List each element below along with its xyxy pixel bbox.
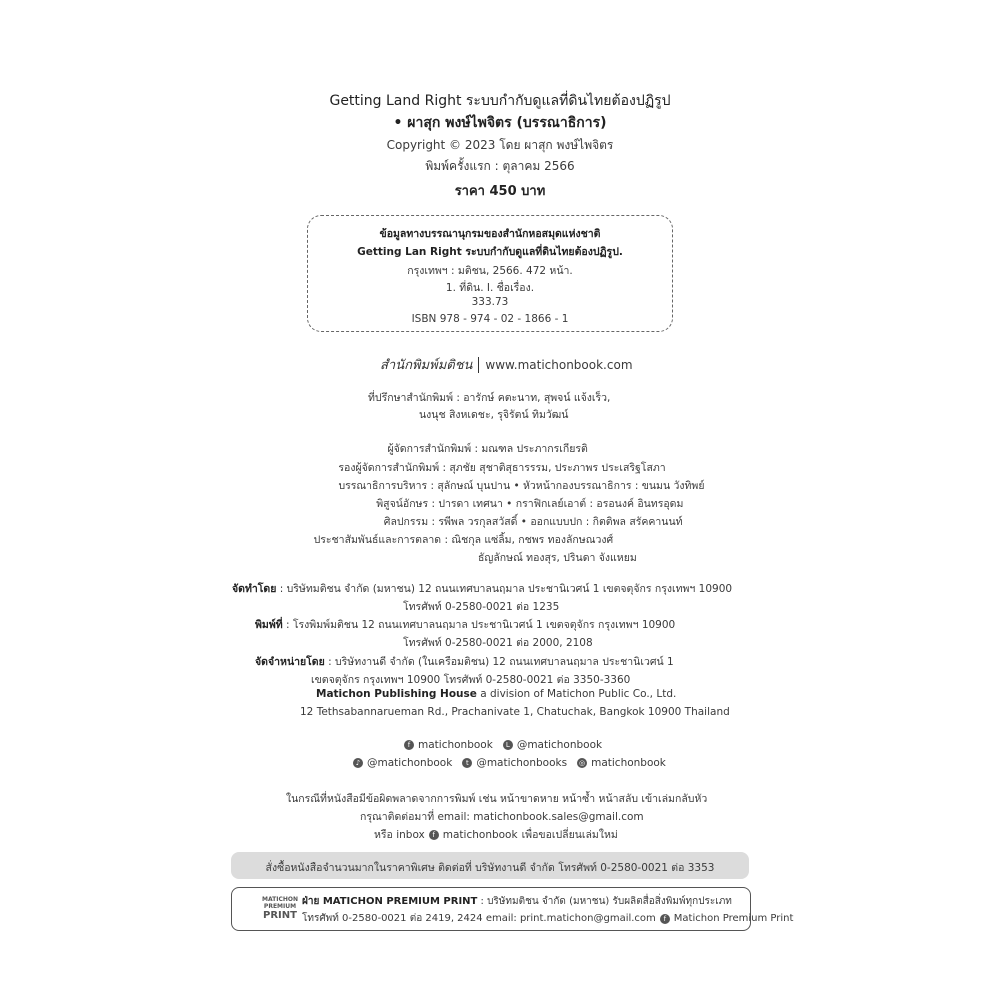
staff-value: ปารดา เทศนา • กราฟิกเลย์เอาต์ : อรอนงค์ อินทรอุดม	[438, 498, 684, 510]
made-by-line2: โทรศัพท์ 0-2580-0021 ต่อ 1235	[403, 601, 560, 613]
social-row-2	[353, 757, 666, 769]
staff-label: พิสูจน์อักษร :	[376, 498, 435, 510]
staff-label: ผู้จัดการสำนักพิมพ์ :	[387, 443, 478, 455]
printed-label: พิมพ์ที่	[255, 619, 283, 631]
made-by-line1	[232, 580, 732, 597]
facebook-icon: f	[429, 830, 439, 840]
premium-facebook[interactable]: Matichon Premium Print	[673, 913, 794, 924]
bulk-order-bar	[231, 852, 749, 879]
dist-label: จัดจำหน่ายโดย	[255, 656, 325, 668]
publishing-house-line	[316, 688, 676, 700]
cip-subjects: 1. ที่ดิน. I. ชื่อเรื่อง.	[445, 282, 535, 294]
instagram-icon: ◎	[579, 759, 586, 767]
premium-line2	[302, 911, 793, 926]
publishing-house-name: Matichon Publishing House	[316, 688, 477, 700]
errata-facebook[interactable]: matichonbook	[442, 828, 518, 841]
staff-label: รองผู้จัดการสำนักพิมพ์ :	[338, 462, 446, 474]
facebook-handle[interactable]: matichonbook	[418, 739, 493, 751]
cip-heading: ข้อมูลทางบรรณานุกรมของสำนักหอสมุดแห่งชาติ	[379, 228, 601, 240]
tiktok-handle[interactable]: @matichonbook	[367, 757, 453, 769]
first-print-line: พิมพ์ครั้งแรก : ตุลาคม 2566	[425, 159, 575, 173]
premium-line1	[302, 894, 732, 909]
line-handle[interactable]: @matichonbook	[516, 739, 603, 751]
staff-row	[180, 531, 613, 548]
cip-isbn: ISBN 978 - 974 - 02 - 1866 - 1	[411, 313, 569, 325]
address-en: 12 Tethsabannarueman Rd., Prachanivate 1, Chatuchak, Bangkok 10900 Thailand	[300, 706, 730, 718]
advisors-label: ที่ปรึกษาสำนักพิมพ์ :	[368, 392, 460, 404]
staff-row	[180, 477, 705, 494]
instagram-handle[interactable]: matichonbook	[591, 757, 666, 769]
publisher-row	[380, 354, 633, 375]
staff-label: บรรณาธิการบริหาร :	[338, 480, 434, 492]
twitter-icon: t	[462, 758, 472, 768]
cip-title: Getting Lan Right ระบบกำกับดูแลที่ดินไทยต้องปฏิรูป.	[357, 246, 623, 258]
errata-line2: กรุณาติดต่อมาที่ email: matichonbook.sales@gmail.com	[360, 811, 644, 823]
staff-row	[180, 459, 666, 476]
publisher-website[interactable]: www.matichonbook.com	[485, 357, 633, 372]
staff-row	[478, 549, 637, 566]
logo-bottom: PRINT	[263, 910, 297, 921]
dist-line2: เขตจตุจักร กรุงเทพฯ 10900 โทรศัพท์ 0-2580-0021 ต่อ 3350-3360	[311, 674, 631, 686]
printed-line2: โทรศัพท์ 0-2580-0021 ต่อ 2000, 2108	[403, 637, 593, 649]
staff-label: ศิลปกรรม :	[383, 516, 435, 528]
premium-print-logo	[262, 896, 298, 921]
facebook-icon: f	[660, 914, 670, 924]
errata-exchange-text: เพื่อขอเปลี่ยนเล่มใหม่	[521, 829, 618, 841]
staff-value: ธัญลักษณ์ ทองสุร, ปรินดา จังแหยม	[478, 552, 637, 564]
cip-class: 333.73	[471, 296, 509, 308]
price-line: ราคา 450 บาท	[454, 184, 546, 199]
editor-line: • ผาสุก พงษ์ไพจิตร (บรรณาธิการ)	[393, 115, 607, 131]
staff-value: ณิชกุล แซ่ลิ้ม, กชพร ทองลักษณวงศ์	[451, 534, 614, 546]
premium-print-box	[231, 887, 794, 931]
advisors-line1	[368, 389, 610, 406]
dist-text: : บริษัทงานดี จำกัด (ในเครือมติชน) 12 ถนนเทศบาลนฤมาล ประชานิเวศน์ 1	[324, 656, 674, 668]
staff-value: สุลักษณ์ บุนปาน • หัวหน้ากองบรรณาธิการ : ขนมน วังทิพย์	[437, 480, 705, 492]
dist-line1	[255, 653, 674, 670]
advisors-names-1: อารักษ์ คตะนาท, สุพจน์ แจ้งเร็ว,	[463, 392, 611, 404]
made-by-text: : บริษัทมติชน จำกัด (มหาชน) 12 ถนนเทศบาลนฤมาล ประชานิเวศน์ 1 เขตจตุจักร กรุงเทพฯ 10900	[276, 583, 733, 595]
printed-line1	[255, 616, 675, 633]
cip-box	[307, 215, 673, 332]
staff-value: รพีพล วรกุลสวัสดิ์ • ออกแบบปก : กิตติพล สรัคคานนท์	[438, 516, 683, 528]
errata-inbox-text: หรือ inbox	[374, 829, 425, 841]
publisher-logo: สำนักพิมพ์มติชน	[380, 358, 473, 373]
staff-row	[180, 440, 588, 457]
errata-line1: ในกรณีที่หนังสือมีข้อผิดพลาดจากการพิมพ์ เช่น หน้าขาดหาย หน้าซ้ำ หน้าสลับ เข้าเล่มกลับหัว	[286, 793, 708, 805]
advisors-line2: นงนุช สิงหเดชะ, รุจิรัตน์ ทิมวัฒน์	[419, 409, 569, 421]
errata-line3	[374, 826, 618, 843]
copyright-line: Copyright © 2023 โดย ผาสุก พงษ์ไพจิตร	[386, 138, 614, 152]
social-row-1	[404, 739, 602, 751]
book-title: Getting Land Right ระบบกำกับดูแลที่ดินไทยต้องปฏิรูป	[329, 93, 671, 109]
printed-text: : โรงพิมพ์มติชน 12 ถนนเทศบาลนฤมาล ประชานิเวศน์ 1 เขตจตุจักร กรุงเทพฯ 10900	[282, 619, 676, 631]
tiktok-icon: ♪	[353, 758, 363, 768]
premium-contact: โทรศัพท์ 0-2580-0021 ต่อ 2419, 2424 email: print.matichon@gmail.com	[302, 913, 656, 924]
publishing-house-desc: a division of Matichon Public Co., Ltd.	[476, 688, 677, 700]
premium-desc: : บริษัทมติชน จำกัด (มหาชน) รับผลิตสื่อสิ่งพิมพ์ทุกประเภท	[477, 896, 732, 907]
made-by-label: จัดทำโดย	[232, 583, 277, 595]
bulk-order-text: สั่งซื้อหนังสือจำนวนมากในราคาพิเศษ ติดต่อที่ บริษัทงานดี จำกัด โทรศัพท์ 0-2580-0021 ต่อ 3353	[265, 862, 715, 874]
staff-value: สุภชัย สุชาติสุธารรรม, ประภาพร ประเสริฐโสภา	[449, 462, 666, 474]
facebook-icon: f	[404, 740, 414, 750]
cip-imprint: กรุงเทพฯ : มติชน, 2566. 472 หน้า.	[407, 265, 573, 277]
logo-mid: PREMIUM	[263, 903, 297, 910]
line-icon: L	[503, 740, 513, 750]
staff-row	[180, 513, 683, 530]
staff-label: ประชาสัมพันธ์และการตลาด :	[313, 534, 448, 546]
staff-value: มณฑล ประภากรเกียรติ	[481, 443, 588, 455]
staff-row	[180, 495, 683, 512]
divider	[478, 357, 479, 373]
premium-dept: ฝ่าย MATICHON PREMIUM PRINT	[302, 896, 478, 907]
logo-top: MATICHON	[262, 896, 299, 903]
twitter-handle[interactable]: @matichonbooks	[476, 757, 568, 769]
